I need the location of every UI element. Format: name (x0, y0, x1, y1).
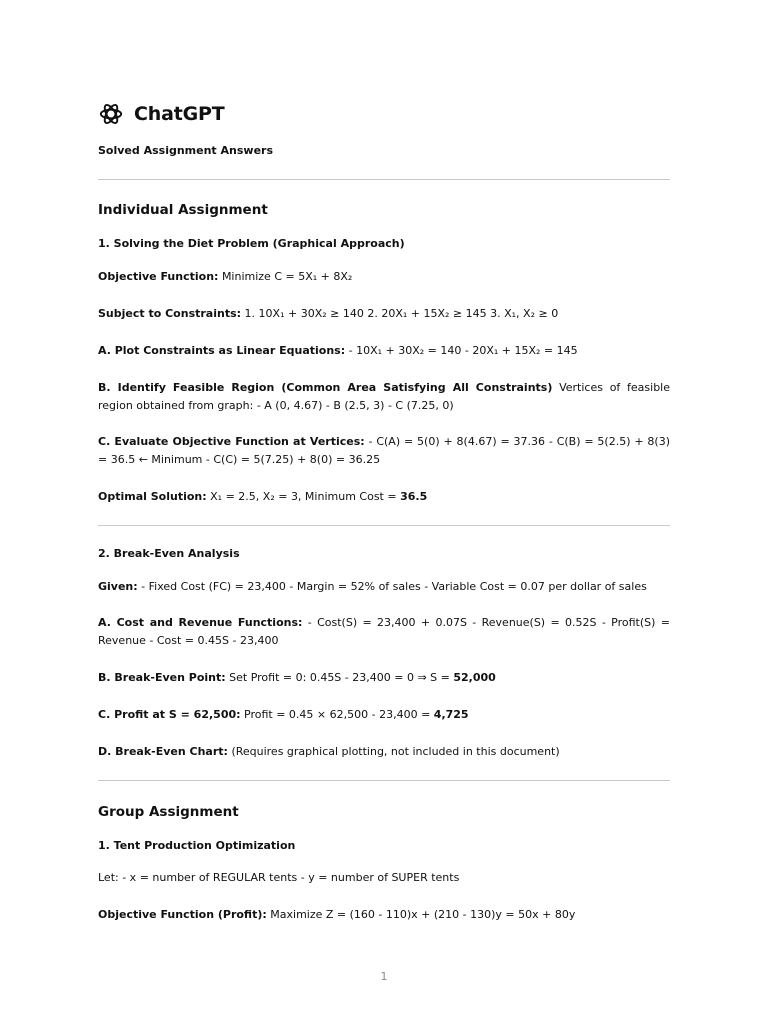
brand-header (98, 100, 224, 128)
optimal-text: X₁ = 2.5, X₂ = 3, Minimum Cost = (210, 490, 397, 503)
optimal-solution-block (98, 488, 670, 506)
diet-problem-title: 1. Solving the Diet Problem (Graphical Approach) (98, 237, 405, 250)
evaluate-text: - C(A) = 5(0) + 8(4.67) = 37.36 - C(B) = 5(2.5) + 8(3) = 36.5 ← Minimum - C(C) = 5(7.25) + 8(0) = 36.25 (98, 435, 670, 466)
profit-label: C. Profit at S = 62,500: (98, 708, 241, 721)
profit-text: Profit = 0.45 × 62,500 - 23,400 = (244, 708, 431, 721)
break-even-chart-text: (Requires graphical plotting, not included in this document) (231, 745, 560, 758)
optimal-label: Optimal Solution: (98, 490, 207, 503)
objective-function-block (98, 268, 670, 286)
break-even-point-value: 52,000 (453, 671, 496, 684)
divider (98, 525, 670, 526)
let-block (98, 869, 670, 887)
profit-objective-block (98, 906, 670, 924)
cost-revenue-text: - Cost(S) = 23,400 + 0.07S - Revenue(S) = 0.52S - Profit(S) = Revenue - Cost = 0.45S - 23,400 (98, 616, 671, 647)
cost-revenue-block (98, 614, 670, 650)
divider (98, 179, 670, 180)
constraints-label: Subject to Constraints: (98, 307, 242, 320)
constraints-block (98, 305, 670, 323)
objective-label: Objective Function: (98, 270, 219, 283)
profit-objective-text: Maximize Z = (160 - 110)x + (210 - 130)y = 50x + 80y (270, 908, 576, 921)
plot-label: A. Plot Constraints as Linear Equations: (98, 344, 346, 357)
given-label: Given: (98, 580, 138, 593)
let-text: Let: - x = number of REGULAR tents - y = number of SUPER tents (98, 871, 460, 884)
region-text: Vertices of feasible region obtained from graph: - A (0, 4.67) - B (2.5, 3) - C (7.25, 0) (98, 381, 670, 412)
tent-production-title: 1. Tent Production Optimization (98, 839, 296, 852)
given-block (98, 578, 670, 596)
optimal-value: 36.5 (400, 490, 428, 503)
openai-logo-icon (98, 101, 124, 127)
given-text: - Fixed Cost (FC) = 23,400 - Margin = 52% of sales - Variable Cost = 0.07 per dollar of sales (141, 580, 647, 593)
divider (98, 780, 670, 781)
region-label: B. Identify Feasible Region (Common Area Satisfying All Constraints) (98, 381, 553, 394)
profit-objective-label: Objective Function (Profit): (98, 908, 267, 921)
profit-value: 4,725 (433, 708, 469, 721)
evaluate-block (98, 433, 670, 469)
individual-heading: Individual Assignment (98, 202, 268, 218)
feasible-region-block (98, 379, 670, 415)
break-even-point-block (98, 669, 670, 687)
break-even-point-label: B. Break-Even Point: (98, 671, 226, 684)
profit-block (98, 706, 670, 724)
document-subtitle: Solved Assignment Answers (98, 144, 273, 157)
break-even-chart-label: D. Break-Even Chart: (98, 745, 228, 758)
cost-revenue-label: A. Cost and Revenue Functions: (98, 616, 303, 629)
brand-name: ChatGPT (134, 103, 225, 125)
page-number: 1 (380, 970, 388, 983)
evaluate-label: C. Evaluate Objective Function at Vertices: (98, 435, 365, 448)
constraints-text: 1. 10X₁ + 30X₂ ≥ 140 2. 20X₁ + 15X₂ ≥ 145 3. X₁, X₂ ≥ 0 (244, 307, 559, 320)
objective-text: Minimize C = 5X₁ + 8X₂ (221, 270, 353, 283)
group-heading: Group Assignment (98, 804, 239, 820)
break-even-point-text: Set Profit = 0: 0.45S - 23,400 = 0 ⇒ S = (229, 671, 450, 684)
break-even-title: 2. Break-Even Analysis (98, 547, 240, 560)
plot-text: - 10X₁ + 30X₂ = 140 - 20X₁ + 15X₂ = 145 (348, 344, 578, 357)
plot-constraints-block (98, 342, 670, 360)
break-even-chart-block (98, 743, 670, 761)
